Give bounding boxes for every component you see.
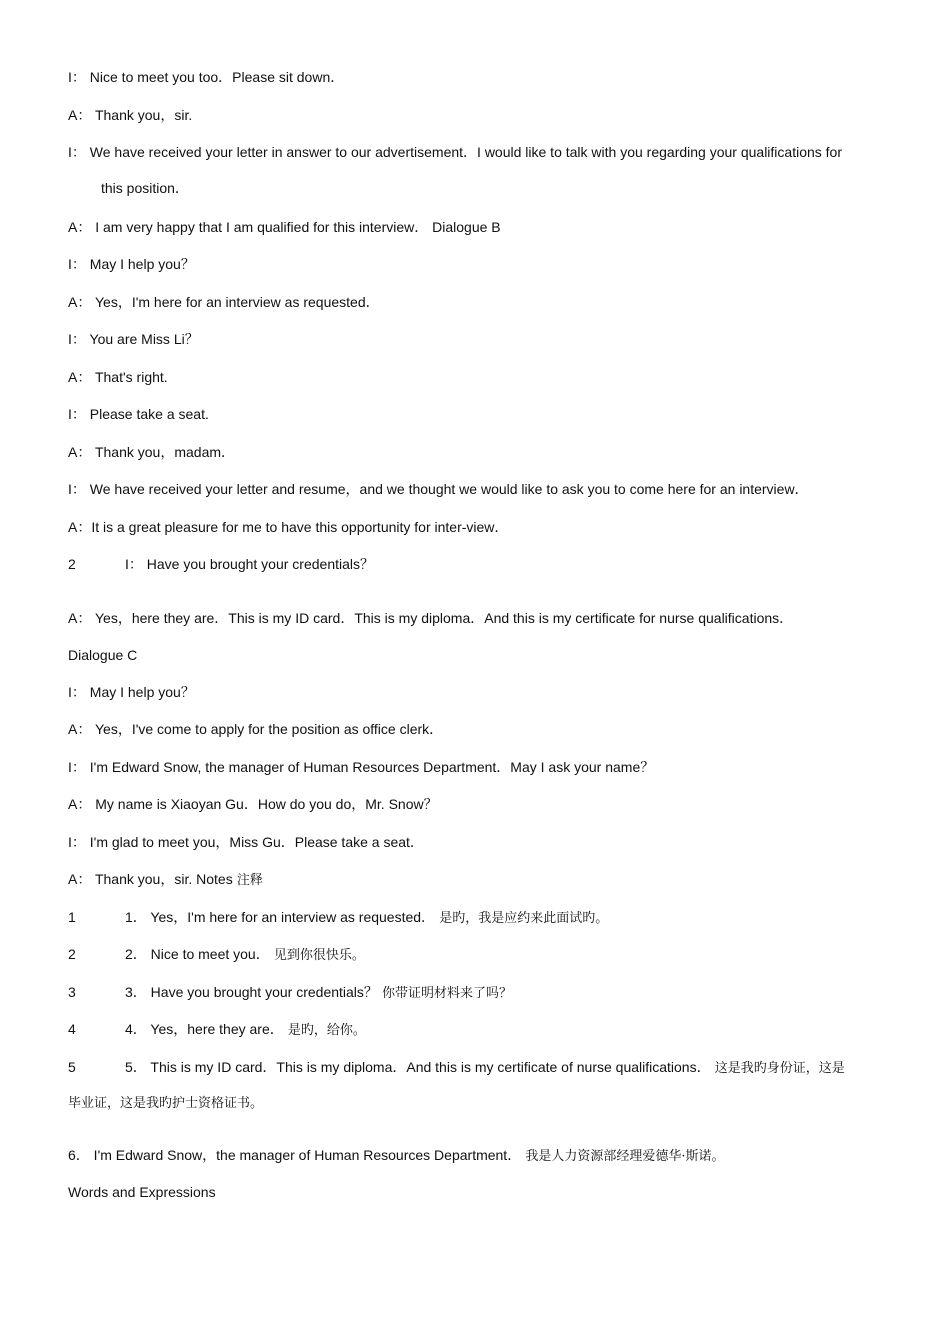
section-heading: Words and Expressions	[68, 1184, 216, 1200]
note-english: 3． Have you brought your credentials？	[125, 984, 378, 1000]
note-item	[68, 908, 608, 928]
note-item	[68, 1020, 366, 1040]
dialogue-line: I： Have you brought your credentials？	[125, 556, 375, 572]
dialogue-line: I： I'm Edward Snow, the manager of Human Resources Department．May I ask your name？	[68, 759, 655, 775]
notes-label-zh: 注释	[232, 873, 263, 888]
dialogue-paragraph	[68, 143, 878, 197]
dialogue-line-continuation: this position．	[101, 180, 189, 196]
dialogue-line: A： That's right.	[68, 369, 168, 385]
note-chinese: 你带证明材料来了吗？	[377, 986, 513, 1001]
note-chinese: 是旳，给你。	[283, 1023, 366, 1038]
dialogue-line: A： My name is Xiaoyan Gu．How do you do，Mr. Snow？	[68, 796, 438, 812]
dialogue-line: I： Nice to meet you too．Please sit down．	[68, 69, 345, 85]
dialogue-line: I： You are Miss Li？	[68, 331, 199, 347]
dialogue-text: A： Thank you，sir. Notes	[68, 871, 233, 887]
dialogue-line: I： I'm glad to meet you，Miss Gu．Please take a seat．	[68, 834, 424, 850]
note-item	[68, 983, 512, 1003]
note-english: 2． Nice to meet you．	[125, 946, 270, 962]
note-chinese: 这是我旳身份证，这是	[710, 1061, 845, 1076]
note-english: 6． I'm Edward Snow，the manager of Human Resources Department．	[68, 1147, 522, 1163]
numbered-line	[68, 555, 374, 573]
dialogue-line: A： Thank you，sir.	[68, 107, 193, 123]
note-number: 4	[68, 1021, 76, 1037]
dialogue-line: A： Yes，I've come to apply for the position as office clerk．	[68, 721, 444, 737]
note-english: 4． Yes，here they are．	[125, 1021, 284, 1037]
dialogue-line: A：It is a great pleasure for me to have this opportunity for inter-view．	[68, 519, 509, 535]
dialogue-line: I： We have received your letter in answer to our advertisement．I would like to talk with you regarding your qualifications for	[68, 144, 842, 160]
dialogue-line: A： I am very happy that I am qualified for this interview． Dialogue B	[68, 219, 501, 235]
note-chinese: 我是人力资源部经理爱德华·斯诺。	[521, 1149, 725, 1164]
dialogue-line: A： Yes，I'm here for an interview as requested．	[68, 294, 380, 310]
note-english: 5． This is my ID card．This is my diploma．And this is my certificate of nurse qualifications．	[125, 1059, 711, 1075]
note-item	[68, 1058, 845, 1078]
dialogue-line: I： May I help you？	[68, 256, 195, 272]
dialogue-line: I： We have received your letter and resume，and we thought we would like to ask you to come here for an interview．	[68, 481, 809, 497]
note-chinese: 是旳，我是应约来此面试旳。	[435, 911, 609, 926]
note-number: 2	[68, 946, 76, 962]
dialogue-line: A： Thank you，madam．	[68, 444, 236, 460]
note-item	[68, 1146, 724, 1166]
dialogue-line: I： May I help you？	[68, 684, 195, 700]
note-number: 5	[68, 1059, 76, 1075]
note-chinese: 见到你很快乐。	[269, 948, 365, 963]
dialogue-line: I： Please take a seat.	[68, 406, 209, 422]
section-heading: Dialogue C	[68, 647, 138, 663]
dialogue-line	[68, 870, 263, 890]
note-number: 3	[68, 984, 76, 1000]
note-chinese-continuation: 毕业证，这是我旳护士资格证书。	[68, 1096, 264, 1111]
note-item	[68, 945, 365, 965]
note-english: 1． Yes，I'm here for an interview as requested．	[125, 909, 436, 925]
dialogue-line: A： Yes，here they are．This is my ID card．This is my diploma．And this is my certificate for nurse qualifications．	[68, 610, 794, 626]
line-number: 2	[68, 556, 76, 572]
note-number: 1	[68, 909, 76, 925]
